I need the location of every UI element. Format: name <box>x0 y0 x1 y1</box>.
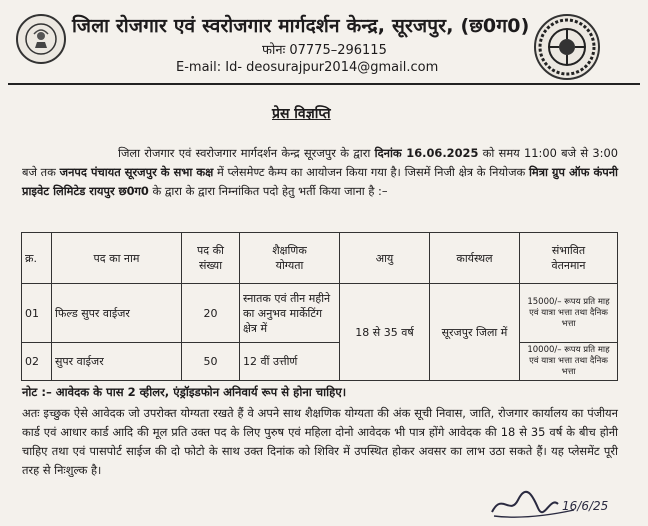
row-count: 20 <box>182 284 240 343</box>
header-count-line2: संख्या <box>198 259 223 272</box>
row-salary: 15000/– रूपय प्रति माह एवं यात्रा भत्ता तथा दैनिक भत्ता <box>520 284 618 343</box>
camp-venue: जनपद पंचायत सूरजपुर के सभा कक्ष <box>59 165 214 179</box>
header-qual-line2: योग्यता <box>275 259 304 272</box>
header-location: कार्यस्थल <box>430 233 520 284</box>
row-post: फिल्ड सुपर वाईजर <box>52 284 182 343</box>
press-release-title: प्रेस विज्ञप्ति <box>272 106 331 122</box>
header-sno: क्र. <box>22 233 52 284</box>
row-qualification: 12 वीं उत्तीर्ण <box>240 343 340 381</box>
row-count: 50 <box>182 343 240 381</box>
row-salary: 10000/– रूपय प्रति माह एवं यात्रा भत्ता तथा दैनिक भत्ता <box>520 343 618 381</box>
office-email: E-mail: Id- deosurajpur2014@gmail.com <box>176 60 439 75</box>
header-count-line1: पद की <box>197 244 224 257</box>
office-title: जिला रोजगार एवं स्वरोजगार मार्गदर्शन केन्द्र, सूरजपुर, (छ0ग0) <box>72 15 530 37</box>
header-post: पद का नाम <box>52 233 182 284</box>
row-qualification: स्नातक एवं तीन महीने का अनुभव मार्केटिंग क्षेत्र में <box>240 284 340 343</box>
intro-text-3: में प्लेसमेण्ट कैम्प का आयोजन किया गया है। जिसमें निजी क्षेत्र के नियोजक <box>213 165 529 179</box>
intro-paragraph <box>22 144 618 201</box>
row-sno: 02 <box>22 343 52 381</box>
row-sno: 01 <box>22 284 52 343</box>
camp-date: दिनांक 16.06.2025 <box>374 146 479 160</box>
row-post: सुपर वाईजर <box>52 343 182 381</box>
header-count <box>182 233 240 284</box>
header-salary <box>520 233 618 284</box>
signature-date: 16/6/25 <box>562 499 608 513</box>
intro-text-2: को समय 11:00 बजे से 3:00 बजे तक <box>22 146 618 179</box>
header-qualification <box>240 233 340 284</box>
table-row <box>22 343 618 381</box>
employment-department-seal-icon <box>534 14 600 80</box>
instructions-paragraph: अतः इच्छुक ऐसे आवेदक जो उपरोक्त योग्यता रखते हैं वे अपने साथ शैक्षणिक योग्यता की अंक सूची निवास, जाति, रोजगार कार्यालय का पंजीयन कार्ड एवं आधार कार्ड आदि की मूल प्रति उक्त पद के लिए पुरुष एवं महिला दोनो आवेदक भी पात्र होंगे आवेदक की 18 से 35 वर्ष के बीच होनी चाहिए तथा एवं पासपोर्ट साईज की दो फोटो के साथ उक्त दिनांक को शिविर में उपस्थित होकर अवसर का लाभ उठा सकते हैं। यह प्लेसमेंट पूरी तरह से निःशुल्क है। <box>22 406 618 477</box>
row-age: 18 से 35 वर्ष <box>340 284 430 381</box>
header-age: आयु <box>340 233 430 284</box>
vacancy-table <box>21 232 618 381</box>
header-divider <box>8 83 640 85</box>
officer-signature <box>488 486 608 526</box>
row-location: सूरजपुर जिला में <box>430 284 520 381</box>
header-salary-line1: संभावित <box>551 244 586 257</box>
header-salary-line2: वेतनमान <box>551 259 586 272</box>
header-qual-line1: शैक्षणिक <box>272 244 307 257</box>
state-emblem-icon <box>16 14 66 64</box>
table-row <box>22 284 618 343</box>
eligibility-note: नोट :– आवेदक के पास 2 व्हीलर, एंड्रॉइडफोन अनिवार्य रूप से होना चाहिए। <box>22 385 347 399</box>
table-header-row <box>22 233 618 284</box>
intro-text-1: जिला रोजगार एवं स्वरोजगार मार्गदर्शन केन्द्र सूरजपुर के द्वारा <box>118 146 375 160</box>
employer-name: मित्रा ग्रुप ऑफ कंपनी प्राइवेट लिमिटेड रायपुर छ0ग0 <box>22 165 618 198</box>
office-phone: फोनः 07775–296115 <box>262 43 387 58</box>
intro-text-4: के द्वारा के द्वारा निम्नांकित पदो हेतु भर्ती किया जाना है :– <box>148 184 388 198</box>
